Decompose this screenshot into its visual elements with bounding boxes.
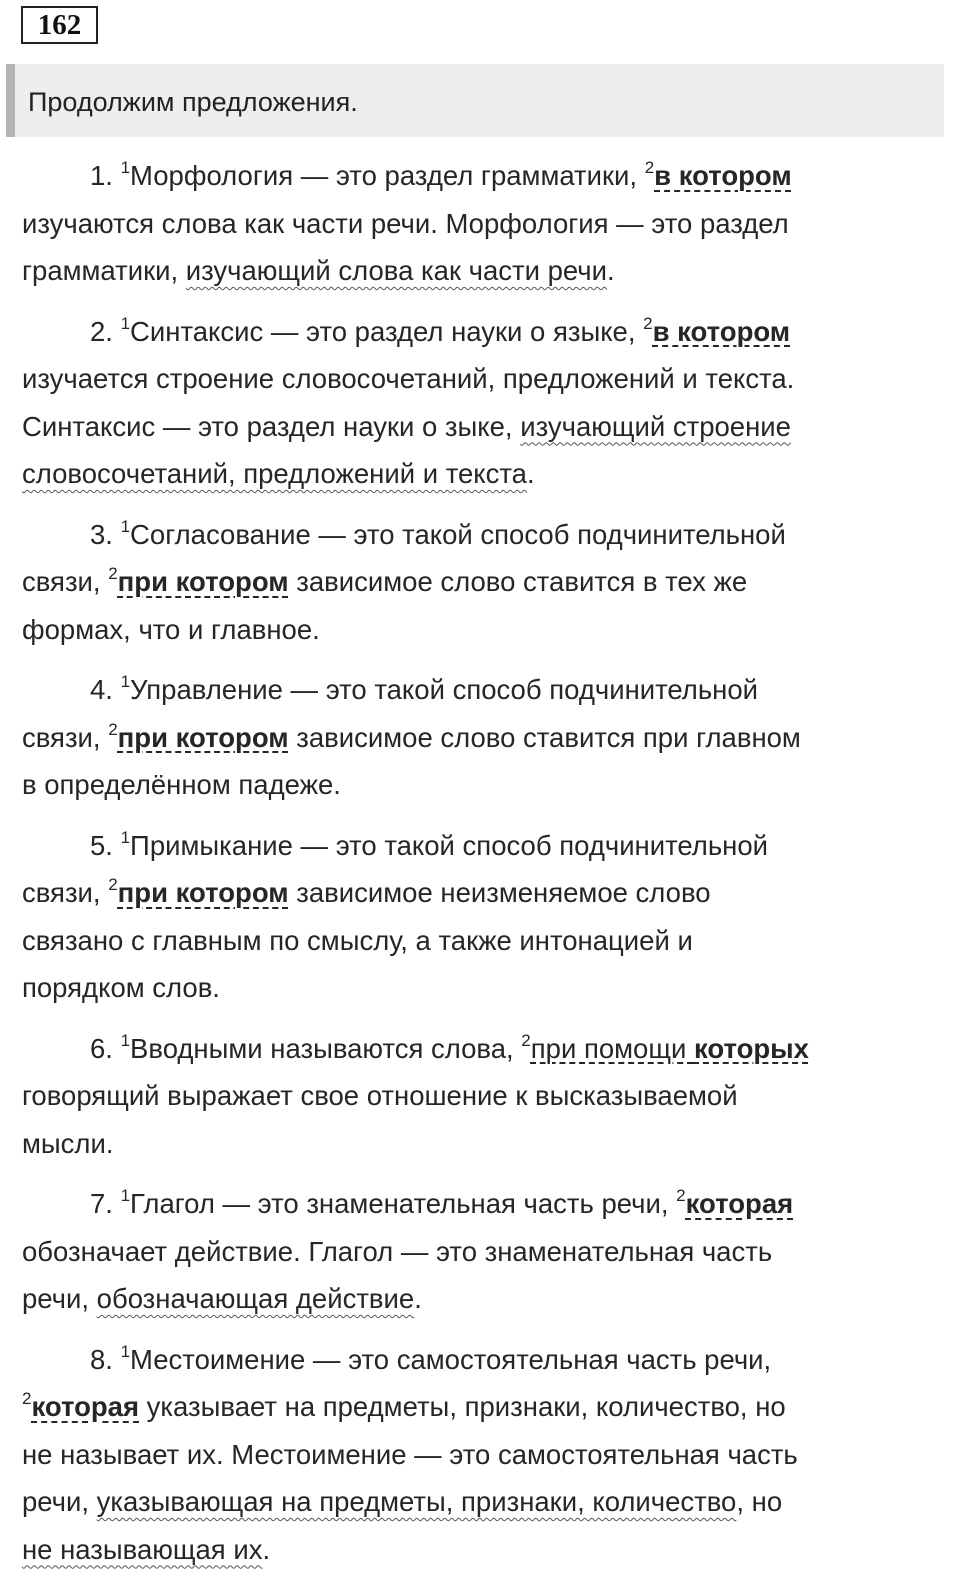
exercise-number: 162 [21,6,98,44]
list-item: 7. $^1$Глагол — это знаменательная часть речи, $^2$которая обозначает действие. Глагол — это знаменательная часть речи, обозначающая действие. [22,1186,794,1314]
list-item: 3. $^1$Согласование — это такой способ подчинительной связи, $^2$при котором зависимое слово ставится в тех же формах, что и главное. [22,516,786,645]
task-banner [6,64,944,137]
participial-phrase: изучающий слова как части речи [185,255,607,286]
participial-phrase: словосочетаний, предложений и текста [22,458,527,489]
task-text: Продолжим предложения. [28,87,358,117]
participial-phrase: обозначающая действие [96,1283,415,1314]
list-item: 4. $^1$Управление — это такой способ подчинительной связи, $^2$при котором зависимое слово ставится при главном в определённом падеже. [22,672,801,800]
list-item: 8. $^1$Местоимение — это самостоятельная часть речи, $^2$которая указывает на предметы, признаки, количество, но не называет их. Местоимение — это самостоятельная часть речи, указывающая на предметы, признаки, количество, но не называющая их. [22,1341,798,1565]
keyword-phrase: при помощи [530,1032,694,1064]
list-item: 6. $^1$Вводными называются слова, $^2$при помощи которых говорящий выражает свое отношение к высказываемой мысли. [22,1030,809,1159]
keyword: которая [685,1188,794,1219]
list-item: 5. $^1$Примыкание — это такой способ подчинительной связи, $^2$при котором зависимое неизменяемое слово связано с главным по смыслу, а также интонацией и порядком слов. [22,827,768,1003]
keyword: в котором [652,315,791,347]
keyword: при котором [117,877,289,908]
list-item: 2. $^1$Синтаксис — это раздел науки о языке, $^2$в котором изучается строение словосочетаний, предложений и текста. Синтаксис — это раздел науки о зыке, изучающий строение словосочетаний, предложений и текста. [22,313,795,489]
participial-phrase: не называющая их [22,1533,263,1565]
keyword: при котором [117,721,289,753]
list-item: 1. $^1$Морфология — это раздел грамматики, $^2$в котором изучаются слова как части речи. Морфология — это раздел грамматики, изучающий слова как части речи. [22,158,792,286]
keyword: которых [693,1032,809,1064]
participial-phrase: изучающий строение [520,410,791,442]
answer-list [22,152,922,1586]
keyword: которая [31,1391,140,1422]
keyword: при котором [117,566,289,597]
participial-phrase: указывающая на предметы, признаки, количество [96,1486,737,1517]
keyword: в котором [654,160,792,191]
